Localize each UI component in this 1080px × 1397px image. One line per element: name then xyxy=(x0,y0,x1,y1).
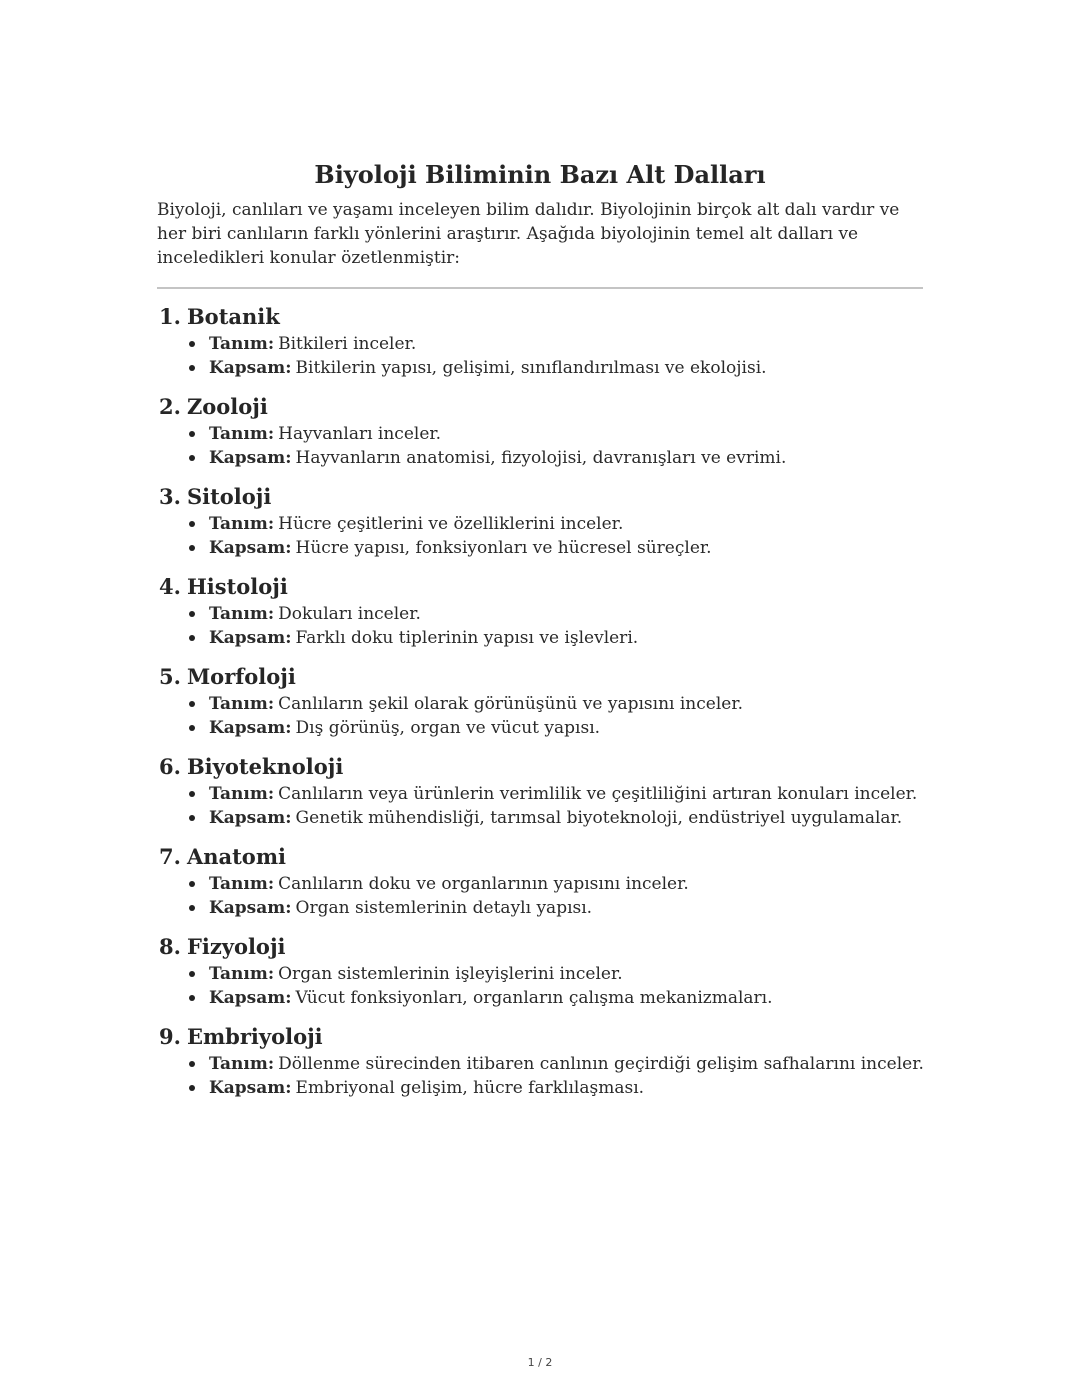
section-title: Morfoloji xyxy=(186,664,296,689)
item-label: Kapsam: xyxy=(209,358,292,378)
bullet-list xyxy=(157,332,923,380)
item-text: Canlıların doku ve organlarının yapısını inceler. xyxy=(278,874,689,894)
bullet-dot-icon xyxy=(189,881,195,887)
item-text: Organ sistemlerinin işleyişlerini inceler. xyxy=(278,964,623,984)
section-number: 2. xyxy=(159,394,181,419)
item-label: Tanım: xyxy=(209,604,275,624)
bullet-dot-icon xyxy=(189,1061,195,1067)
section-heading xyxy=(159,483,923,511)
section-heading xyxy=(159,573,923,601)
section-title: Histoloji xyxy=(186,574,288,599)
intro-paragraph: Biyoloji, canlıları ve yaşamı inceleyen bilim dalıdır. Biyolojinin birçok alt dalı vardır ve her biri canlıların farklı yönlerini araştırır. Aşağıda biyolojinin temel alt dalları ve inceledikleri konular özetlenmiştir: xyxy=(157,200,900,268)
section-number: 9. xyxy=(159,1024,181,1049)
item-text: Vücut fonksiyonları, organların çalışma mekanizmaları. xyxy=(295,988,773,1008)
item-text: Hücre çeşitlerini ve özelliklerini inceler. xyxy=(278,514,624,534)
list-item xyxy=(209,536,923,560)
list-item xyxy=(209,332,923,356)
item-label: Tanım: xyxy=(209,1054,275,1074)
list-item xyxy=(209,1076,923,1100)
item-label: Tanım: xyxy=(209,334,275,354)
section-title: Zooloji xyxy=(186,394,268,419)
horizontal-divider xyxy=(157,287,923,289)
list-item xyxy=(209,446,923,470)
list-item xyxy=(209,626,923,650)
bullet-dot-icon xyxy=(189,365,195,371)
section-9 xyxy=(157,1023,923,1100)
item-label: Kapsam: xyxy=(209,448,292,468)
section-title: Embriyoloji xyxy=(186,1024,323,1049)
section-number: 4. xyxy=(159,574,181,599)
item-label: Tanım: xyxy=(209,694,275,714)
item-text: Hücre yapısı, fonksiyonları ve hücresel süreçler. xyxy=(295,538,712,558)
item-text: Dokuları inceler. xyxy=(278,604,421,624)
section-heading xyxy=(159,303,923,331)
item-text: Canlıların şekil olarak görünüşünü ve yapısını inceler. xyxy=(278,694,743,714)
bullet-dot-icon xyxy=(189,545,195,551)
section-title: Sitoloji xyxy=(186,484,272,509)
item-label: Tanım: xyxy=(209,424,275,444)
bullet-list xyxy=(157,962,923,1010)
section-title: Biyoteknoloji xyxy=(186,754,344,779)
section-number: 5. xyxy=(159,664,181,689)
list-item xyxy=(209,356,923,380)
bullet-list xyxy=(157,692,923,740)
bullet-dot-icon xyxy=(189,905,195,911)
document-title: Biyoloji Biliminin Bazı Alt Dalları xyxy=(314,160,766,189)
bullet-dot-icon xyxy=(189,971,195,977)
bullet-dot-icon xyxy=(189,341,195,347)
section-number: 8. xyxy=(159,934,181,959)
item-label: Kapsam: xyxy=(209,718,292,738)
bullet-list xyxy=(157,1052,923,1100)
bullet-dot-icon xyxy=(189,791,195,797)
bullet-list xyxy=(157,422,923,470)
item-label: Tanım: xyxy=(209,874,275,894)
section-number: 6. xyxy=(159,754,181,779)
bullet-list xyxy=(157,872,923,920)
section-7 xyxy=(157,843,923,920)
item-text: Dış görünüş, organ ve vücut yapısı. xyxy=(295,718,601,738)
section-number: 7. xyxy=(159,844,181,869)
item-text: Döllenme sürecinden itibaren canlının geçirdiği gelişim safhalarını inceler. xyxy=(278,1054,924,1074)
item-label: Kapsam: xyxy=(209,538,292,558)
bullet-dot-icon xyxy=(189,995,195,1001)
list-item xyxy=(209,962,923,986)
list-item xyxy=(209,602,923,626)
item-label: Kapsam: xyxy=(209,808,292,828)
item-label: Kapsam: xyxy=(209,628,292,648)
section-heading xyxy=(159,753,923,781)
bullet-dot-icon xyxy=(189,611,195,617)
bullet-dot-icon xyxy=(189,815,195,821)
item-text: Bitkileri inceler. xyxy=(278,334,417,354)
bullet-list xyxy=(157,512,923,560)
item-label: Kapsam: xyxy=(209,898,292,918)
bullet-dot-icon xyxy=(189,635,195,641)
item-label: Kapsam: xyxy=(209,1078,292,1098)
list-item xyxy=(209,872,923,896)
item-text: Organ sistemlerinin detaylı yapısı. xyxy=(295,898,593,918)
page-number: 1 / 2 xyxy=(527,1356,553,1369)
item-text: Hayvanları inceler. xyxy=(278,424,442,444)
section-1 xyxy=(157,303,923,380)
item-text: Genetik mühendisliği, tarımsal biyoteknoloji, endüstriyel uygulamalar. xyxy=(295,808,903,828)
bullet-dot-icon xyxy=(189,1085,195,1091)
bullet-dot-icon xyxy=(189,431,195,437)
section-4 xyxy=(157,573,923,650)
section-heading xyxy=(159,933,923,961)
sections-list xyxy=(157,303,923,1100)
section-number: 3. xyxy=(159,484,181,509)
item-text: Embriyonal gelişim, hücre farklılaşması. xyxy=(295,1078,645,1098)
list-item xyxy=(209,692,923,716)
section-8 xyxy=(157,933,923,1010)
section-heading xyxy=(159,663,923,691)
bullet-dot-icon xyxy=(189,725,195,731)
bullet-list xyxy=(157,782,923,830)
item-label: Tanım: xyxy=(209,514,275,534)
section-heading xyxy=(159,843,923,871)
item-text: Hayvanların anatomisi, fizyolojisi, davranışları ve evrimi. xyxy=(295,448,787,468)
list-item xyxy=(209,806,923,830)
item-label: Tanım: xyxy=(209,964,275,984)
bullet-dot-icon xyxy=(189,701,195,707)
section-2 xyxy=(157,393,923,470)
list-item xyxy=(209,1052,923,1076)
bullet-dot-icon xyxy=(189,455,195,461)
item-label: Kapsam: xyxy=(209,988,292,1008)
document-page xyxy=(157,158,923,1113)
section-heading xyxy=(159,393,923,421)
list-item xyxy=(209,782,923,806)
list-item xyxy=(209,896,923,920)
section-3 xyxy=(157,483,923,560)
item-text: Bitkilerin yapısı, gelişimi, sınıflandırılması ve ekolojisi. xyxy=(295,358,767,378)
section-title: Fizyoloji xyxy=(186,934,286,959)
item-text: Canlıların veya ürünlerin verimlilik ve çeşitliliğini artıran konuları inceler. xyxy=(278,784,918,804)
section-heading xyxy=(159,1023,923,1051)
section-5 xyxy=(157,663,923,740)
bullet-list xyxy=(157,602,923,650)
section-number: 1. xyxy=(159,304,181,329)
list-item xyxy=(209,422,923,446)
item-text: Farklı doku tiplerinin yapısı ve işlevleri. xyxy=(295,628,639,648)
list-item xyxy=(209,716,923,740)
section-title: Botanik xyxy=(186,304,280,329)
bullet-dot-icon xyxy=(189,521,195,527)
section-title: Anatomi xyxy=(186,844,287,869)
list-item xyxy=(209,986,923,1010)
item-label: Tanım: xyxy=(209,784,275,804)
list-item xyxy=(209,512,923,536)
section-6 xyxy=(157,753,923,830)
